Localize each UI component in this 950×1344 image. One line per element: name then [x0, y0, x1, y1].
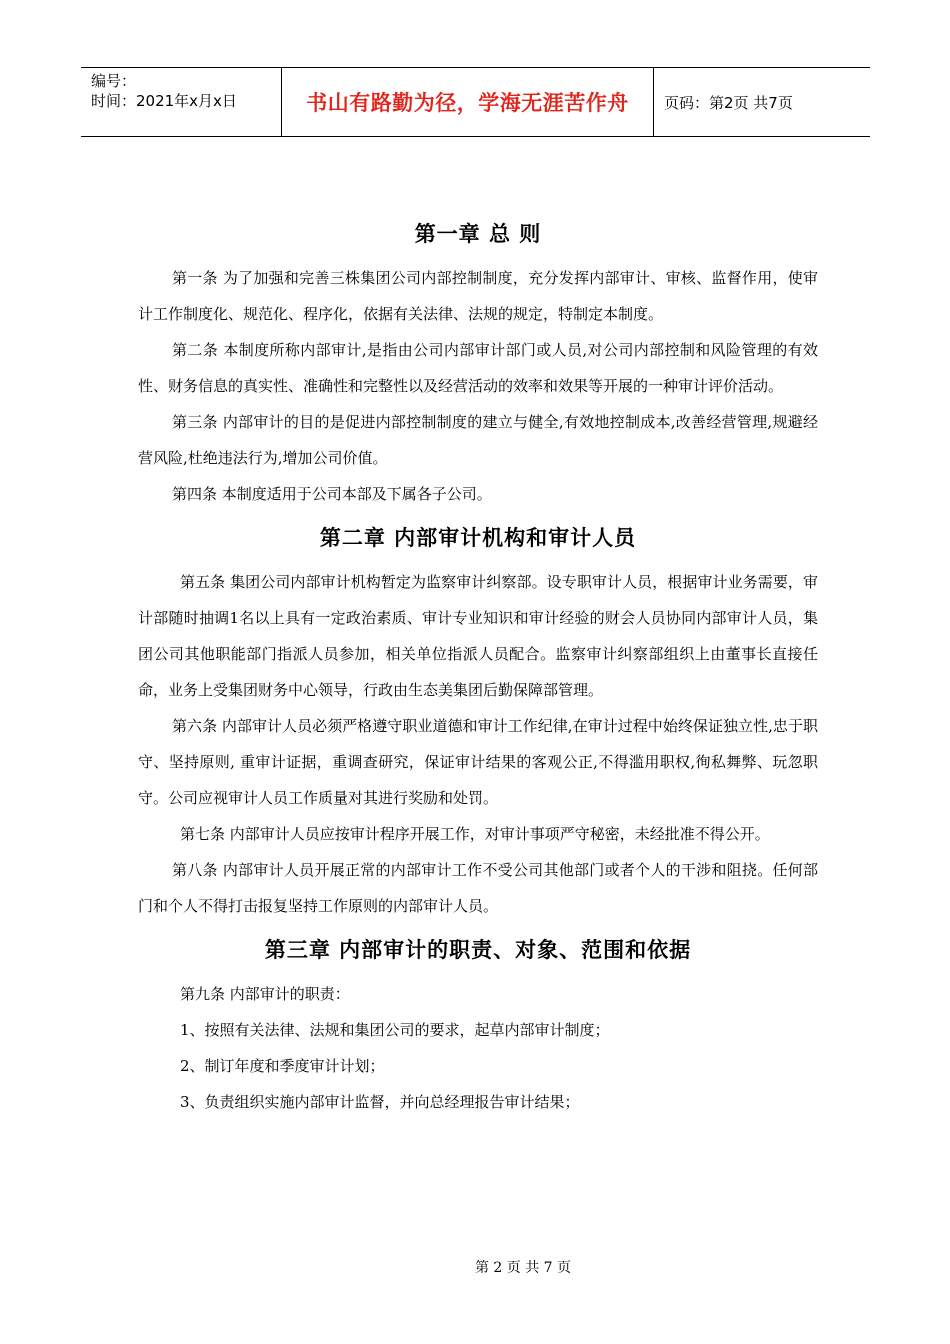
list-item: 3、负责组织实施内部审计监督，并向总经理报告审计结果；: [180, 1093, 580, 1111]
article-paragraph: 第五条 集团公司内部审计机构暂定为监察审计纠察部。设专职审计人员，根据审计业务需要，审计部随时抽调1名以上具有一定政治素质、审计专业知识和审计经验的财会人员协同内部审计人员，集团公司其他职能部门指派人员参加，相关单位指派人员配合。监察审计纠察部组织上由董事长直接任命，业务上受集团财务中心领导，行政由生态美集团后勤保障部管理。: [138, 573, 818, 699]
page-number-label: 页码：第2页 共7页: [664, 93, 793, 112]
page-footer: 第 2 页 共 7 页: [474, 1260, 572, 1276]
document-body: [138, 210, 818, 1120]
list-item: 1、按照有关法律、法规和集团公司的要求，起草内部审计制度；: [180, 1021, 610, 1039]
motto-text: 书山有路勤为径，学海无涯苦作舟: [306, 91, 629, 115]
header-motto-cell: [282, 68, 654, 136]
header-page-cell: [654, 68, 870, 136]
date-label: 时间：2021年x月x日: [91, 92, 237, 110]
article-paragraph: 第九条 内部审计的职责：: [180, 985, 350, 1003]
serial-label: 编号：: [91, 72, 137, 90]
list-item: 2、制订年度和季度审计计划；: [180, 1057, 385, 1075]
chapter-title: 第一章 总 则: [414, 222, 542, 246]
article-paragraph: 第七条 内部审计人员应按审计程序开展工作，对审计事项严守秘密，未经批准不得公开。: [180, 825, 770, 843]
article-paragraph: 第三条 内部审计的目的是促进内部控制制度的建立与健全,有效地控制成本,改善经营管理,规避经营风险,杜绝违法行为,增加公司价值。: [138, 413, 818, 467]
article-paragraph: 第二条 本制度所称内部审计,是指由公司内部审计部门或人员,对公司内部控制和风险管理的有效性、财务信息的真实性、准确性和完整性以及经营活动的效率和效果等开展的一种审计评价活动。: [138, 341, 818, 395]
article-paragraph: 第八条 内部审计人员开展正常的内部审计工作不受公司其他部门或者个人的干涉和阻挠。任何部门和个人不得打击报复坚持工作原则的内部审计人员。: [138, 861, 818, 915]
article-paragraph: 第六条 内部审计人员必须严格遵守职业道德和审计工作纪律,在审计过程中始终保证独立性,忠于职守、坚持原则, 重审计证据，重调查研究，保证审计结果的客观公正,不得滥用职权,徇私舞弊、玩忽职守。公司应视审计人员工作质量对其进行奖励和处罚。: [138, 717, 818, 807]
header-meta: [81, 68, 282, 136]
chapter-title: 第二章 内部审计机构和审计人员: [319, 526, 637, 550]
chapter-title: 第三章 内部审计的职责、对象、范围和依据: [264, 938, 692, 962]
article-paragraph: 第一条 为了加强和完善三株集团公司内部控制制度，充分发挥内部审计、审核、监督作用，使审计工作制度化、规范化、程序化，依据有关法律、法规的规定，特制定本制度。: [138, 269, 818, 323]
article-paragraph: 第四条 本制度适用于公司本部及下属各子公司。: [172, 485, 492, 503]
page-header: [81, 67, 870, 137]
